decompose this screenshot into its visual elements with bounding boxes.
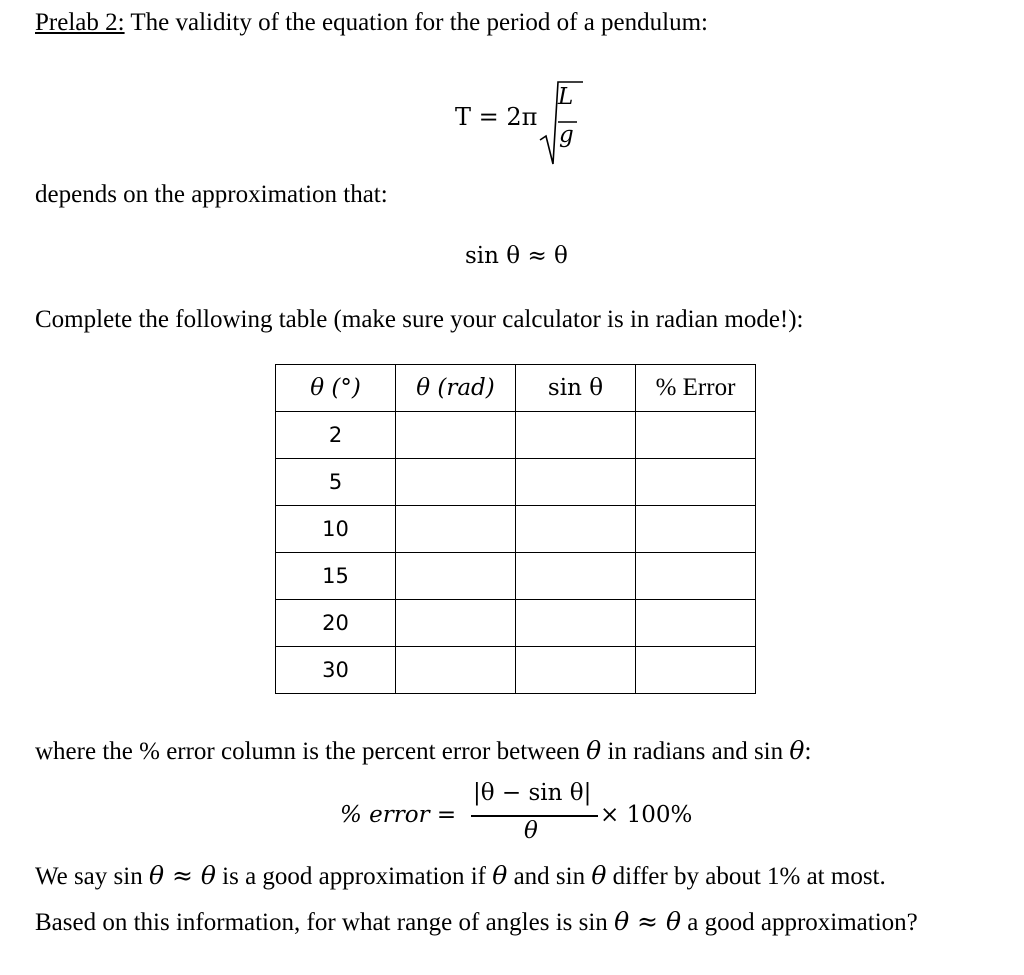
table-row [276,412,756,459]
cell-theta-deg: 20 [276,600,396,647]
error-formula-multiplier: × 100% [600,802,693,828]
theta-symbol: θ [591,861,607,890]
cell-percent-error[interactable] [636,600,756,647]
table-row [276,647,756,694]
formula-numerator: L [558,84,574,110]
heading [35,8,708,38]
error-formula-numerator: |θ − sin θ| [473,780,592,806]
where-text-pre: where the % error column is the percent error between [35,738,587,765]
cell-theta-rad[interactable] [396,600,516,647]
where-text-post: : [804,738,812,765]
header-theta-rad: θ (rad) [396,365,516,412]
error-formula-label: % error = [340,802,457,828]
cell-theta-rad[interactable] [396,647,516,694]
square-root-symbol [455,78,595,170]
where-text [35,736,811,767]
formula-denominator: g [559,122,574,148]
approx-symbol: θ ≈ θ [614,907,682,936]
angle-table [275,364,756,694]
percent-error-formula [340,780,720,850]
cell-theta-deg: 2 [276,412,396,459]
table-header-row [276,365,756,412]
fraction-bar [471,815,598,817]
cell-percent-error[interactable] [636,459,756,506]
where-text-mid: in radians and sin [601,738,790,765]
cell-sin-theta[interactable] [516,459,636,506]
header-theta-deg: θ (°) [276,365,396,412]
theta-symbol: θ [492,861,508,890]
instruction-text: Complete the following table (make sure your calculator is in radian mode!): [35,306,804,333]
cell-theta-rad[interactable] [396,459,516,506]
error-formula-denominator: θ [524,818,538,844]
cell-theta-deg: 30 [276,647,396,694]
question-text [35,907,918,938]
cell-sin-theta[interactable] [516,600,636,647]
table-row [276,553,756,600]
cell-theta-rad[interactable] [396,412,516,459]
question-part: Based on this information, for what range of angles is sin [35,909,615,936]
good-approx-part: and sin [507,863,592,890]
approx-symbol: θ ≈ θ [148,861,216,890]
cell-theta-rad[interactable] [396,506,516,553]
cell-theta-rad[interactable] [396,553,516,600]
cell-sin-theta[interactable] [516,553,636,600]
heading-label: Prelab 2: [35,9,125,36]
good-approx-part: differ by about 1% at most. [606,863,886,890]
cell-sin-theta[interactable] [516,412,636,459]
cell-theta-deg: 5 [276,459,396,506]
small-angle-approximation: sin θ ≈ θ [465,243,568,269]
cell-percent-error[interactable] [636,412,756,459]
good-approx-part: is a good approximation if [215,863,493,890]
theta-symbol: θ [586,736,602,765]
heading-text: The validity of the equation for the period of a pendulum: [124,9,708,36]
cell-percent-error[interactable] [636,553,756,600]
formula-lhs: T = 2π [455,103,538,131]
table-row [276,459,756,506]
cell-theta-deg: 15 [276,553,396,600]
cell-sin-theta[interactable] [516,647,636,694]
table-row [276,600,756,647]
good-approximation-text [35,861,886,892]
cell-theta-deg: 10 [276,506,396,553]
cell-sin-theta[interactable] [516,506,636,553]
question-part: a good approximation? [681,909,918,936]
table-row [276,506,756,553]
good-approx-part: We say sin [35,863,149,890]
theta-symbol: θ [789,736,805,765]
header-percent-error: % Error [636,365,756,412]
cell-percent-error[interactable] [636,647,756,694]
cell-percent-error[interactable] [636,506,756,553]
depends-text: depends on the approximation that: [35,181,388,208]
header-sin-theta: sin θ [516,365,636,412]
